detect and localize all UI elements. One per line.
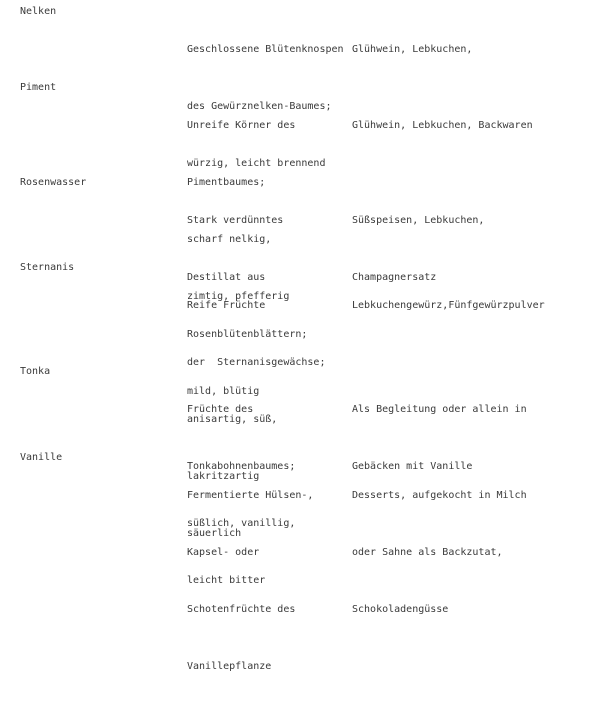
spice-usage: Glühwein, Lebkuchen, Backwaren: [352, 120, 533, 131]
spice-usage: Lebkuchengewürz,Fünfgewürzpulver: [352, 300, 545, 311]
spice-usage: Als Begleitung oder allein in Gebäcken mit Vanille: [352, 404, 527, 472]
spice-description: Fermentierte Hülsen-, Kapsel- oder Schotenfrüchte des Vanillepflanze: [187, 490, 314, 672]
spice-name: Rosenwasser: [20, 177, 87, 188]
spice-description: Geschlossene Blütenknospen des Gewürznelken-Baumes; würzig, leicht brennend: [187, 44, 344, 169]
spice-name: Tonka: [20, 366, 51, 377]
spice-name: Nelken: [20, 6, 57, 17]
spice-description: Früchte des Tonkabohnenbaumes; süßlich, vanillig, leicht bitter: [187, 404, 296, 586]
spice-name: Sternanis: [20, 262, 75, 273]
spice-name: Piment: [20, 82, 57, 93]
spice-name: Vanille: [20, 452, 63, 463]
spice-description: Unreife Körner des Pimentbaumes; scharf nelkig, zimtig, pfefferig: [187, 120, 296, 302]
spice-usage: Glühwein, Lebkuchen,: [352, 44, 473, 55]
spice-description: Stark verdünntes Destillat aus Rosenblütenblättern; mild, blütig: [187, 215, 308, 397]
spice-usage: Süßspeisen, Lebkuchen, Champagnersatz: [352, 215, 485, 283]
spice-description: Reife Früchte der Sternanisgewächse; anisartig, süß, lakritzartig säuerlich: [187, 300, 326, 539]
spice-usage: Desserts, aufgekocht in Milch oder Sahne als Backzutat, Schokoladengüsse: [352, 490, 527, 615]
